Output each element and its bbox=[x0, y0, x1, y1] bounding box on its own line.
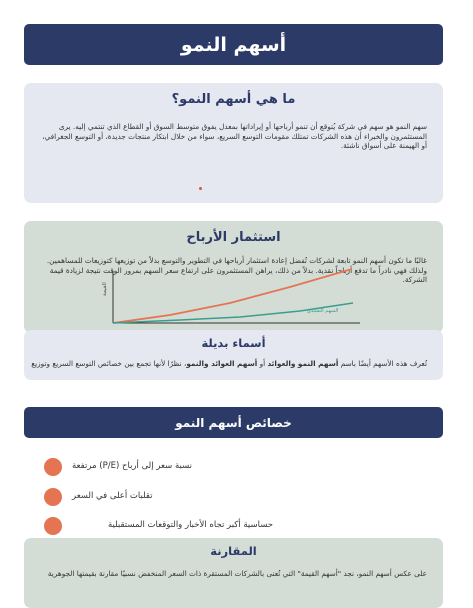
feature-item bbox=[44, 488, 434, 508]
feature-item bbox=[44, 517, 434, 537]
alt-name-2: أسهم العوائد والنمو bbox=[186, 359, 258, 368]
features-heading: خصائص أسهم النمو bbox=[24, 407, 443, 438]
feature-label: نسبة سعر إلى أرباح (P/E) مرتفعة bbox=[72, 461, 193, 471]
what-is-card bbox=[24, 83, 443, 203]
red-dot-icon bbox=[199, 187, 202, 190]
comparison-card bbox=[24, 538, 443, 608]
names-card bbox=[24, 330, 443, 380]
comparison-body: على عكس أسهم النمو، نجد "أسهم القيمة" التي تُعنى بالشركات المستقرة ذات السعر المنخفض نسبيًا مقارنة بقيمتها الجوهرية bbox=[47, 569, 427, 578]
what-is-heading: ما هي أسهم النمو؟ bbox=[171, 92, 296, 107]
names-heading: أسماء بديلة bbox=[201, 336, 266, 350]
feature-bullet-icon bbox=[44, 488, 62, 506]
feature-item bbox=[44, 458, 434, 478]
reinvest-body: غالبًا ما تكون أسهم النمو تابعة لشركات تُفضل إعادة استثمار أرباحها في التطوير والتوسع بدلاً من توزيعها كتوزيعات للمساهمين. ولذلك فهي نادراً ما تدفع أرباحاً نقدية. بدلاً من ذلك، يراهن المستثمرون على ارتفاع سعر السهم بمرور الوقت نتيجة لزيادة قيمة الشركة. bbox=[46, 256, 427, 284]
names-body: تُعرف هذه الأسهم أيضًا باسم أسهم النمو والعوائد أو أسهم العوائد والنمو، نظرًا لأنها تجمع بين خصائص التوسع السريع وتوزيع bbox=[31, 359, 427, 368]
feature-bullet-icon bbox=[44, 517, 62, 535]
page-title: أسهم النمو bbox=[24, 24, 443, 65]
comparison-heading: المقارنة bbox=[210, 544, 257, 558]
feature-label: حساسية أكبر تجاه الأخبار والتوقعات المستقبلية bbox=[108, 520, 274, 530]
feature-bullet-icon bbox=[44, 458, 62, 476]
reinvest-card bbox=[24, 221, 443, 333]
growth-chart bbox=[102, 265, 360, 335]
feature-label: تقلبات أعلى في السعر bbox=[72, 491, 153, 501]
what-is-body: سهم النمو هو سهم في شركة يُتوقع أن تنمو أرباحها أو إيراداتها بمعدل يفوق متوسط السوق أو القطاع الذي تنتمي إليه. يرى المستثمرون والخبراء أن هذه الشركات تمتلك مقومات التوسع السريع، سواء من خلال ابتكار منتجات جديدة، أو التوسع الجغرافي، أو الهيمنة على أسواق ناشئة. bbox=[42, 122, 427, 150]
chart-ylabel: القيمة bbox=[102, 282, 108, 296]
traditional-series-label: السهم التقليدي bbox=[307, 308, 339, 314]
alt-name-1: أسهم النمو والعوائد bbox=[267, 359, 339, 368]
reinvest-heading: استثمار الأرباح bbox=[186, 230, 281, 245]
growth-stock-line bbox=[113, 269, 352, 323]
